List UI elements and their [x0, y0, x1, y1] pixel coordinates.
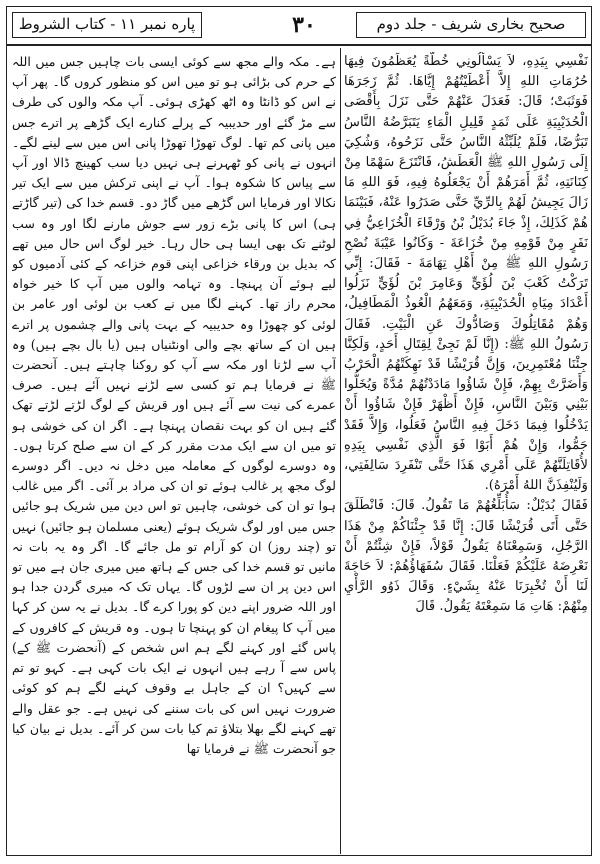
section-title: پاره نمبر ۱۱ - کتاب الشروط [12, 12, 202, 38]
urdu-translation-column [12, 52, 336, 852]
arabic-paragraph-2: فَقَالَ بُدَيْلٌ: سَأُبَلِّغُهُمْ مَا تَقُولُ. قَالَ: فَانْطَلَقَ حَتَّى أَتَى قُرَيْشًا قَالَ: إِنَّا قَدْ جِئْنَاكُمْ مِنْ هَذَا الرَّجُلِ، وَسَمِعْنَاهُ يَقُولُ قَوْلاً، فَإِنْ شِئْتُمْ أَنْ نَعْرِضَهُ عَلَيْكُمْ فَعَلْنَا. فَقَالَ سُفَهَاؤُهُمْ: لاَ حَاجَةَ لَنَا أَنْ تُخْبِرَنَا عَنْهُ بِشَيْءٍ. وَقَالَ ذَوُو الرَّأْيِ مِنْهُمْ: هَاتِ مَا سَمِعْتَهُ يَقُولُ. قَالَ [344, 498, 588, 615]
book-title: صحيح بخاری شريف - جلد دوم [356, 12, 586, 38]
column-divider [340, 48, 341, 854]
page-number: ۳۰ [292, 12, 316, 38]
page-header [6, 6, 592, 46]
arabic-paragraph-1: نَفْسِي بِيَدِهِ، لاَ يَسْأَلُونِي خُطَّةً يُعَظِّمُونَ فِيهَا حُرُمَاتِ اللهِ إِلاَّ أَعْطَيْتُهُمْ إِيَّاهَا. ثُمَّ زَجَرَهَا فَوَثَبَتْ؛ قَالَ: فَعَدَلَ عَنْهُمْ حَتَّى نَزَلَ بِأَقْصَى الْحُدَيْبِيَةِ عَلَى ثَمَدٍ قَلِيلِ الْمَاءِ يَتَبَرَّضُهُ النَّاسُ تَبَرُّضًا، فَلَمْ يُلَبِّثْهُ النَّاسُ حَتَّى نَزَحُوهُ، وَشُكِيَ إِلَى رَسُولِ اللهِ ﷺ الْعَطَشُ، فَانْتَزَعَ سَهْمًا مِنْ كِنَانَتِهِ، ثُمَّ أَمَرَهُمْ أَنْ يَجْعَلُوهُ فِيهِ، فَوَ اللهِ مَا زَالَ يَجِيشُ لَهُمْ بِالرِّيِّ حَتَّى صَدَرُوا عَنْهُ، فَبَيْنَمَا هُمْ كَذَلِكَ، إِذْ جَاءَ بُدَيْلُ بْنُ وَرْقَاءَ الْخُزَاعِيُّ فِي نَفَرٍ مِنْ قَوْمِهِ مِنْ خُزَاعَةَ - وَكَانُوا عَيْبَةَ نُصْحِ رَسُولِ اللهِ ﷺ مِنْ أَهْلِ تِهَامَةَ - فَقَالَ: إِنِّي تَرَكْتُ كَعْبَ بْنَ لُؤَيٍّ وَعَامِرَ بْنَ لُؤَيٍّ نَزَلُوا أَعْدَادَ مِيَاهِ الْحُدَيْبِيَةِ، وَمَعَهُمُ الْعُوذُ الْمَطَافِيلُ، وَهُمْ مُقَاتِلُوكَ وَصَادُّوكَ عَنِ الْبَيْتِ. فَقَالَ رَسُولُ اللهِ ﷺ: (إِنَّا لَمْ نَجِئْ لِقِتَالِ أَحَدٍ، وَلَكِنَّا جِئْنَا مُعْتَمِرِينَ، وَإِنَّ قُرَيْشًا قَدْ نَهِكَتْهُمُ الْحَرْبُ وَأَضَرَّتْ بِهِمْ، فَإِنْ شَاؤُوا مَادَدْتُهُمْ مُدَّةً وَيُخَلُّوا بَيْنِي وَبَيْنَ النَّاسِ، فَإِنْ أَظْهَرْ فَإِنْ شَاؤُوا أَنْ يَدْخُلُوا فِيمَا دَخَلَ فِيهِ النَّاسُ فَعَلُوا، وَإِلاَّ فَقَدْ جَمُّوا، وَإِنْ هُمْ أَبَوْا فَوَ الَّذِي نَفْسِي بِيَدِهِ لأُقَاتِلَنَّهُمْ عَلَى أَمْرِي هَذَا حَتَّى تَنْفَرِدَ سَالِفَتِي، وَلَيُنْفِذَنَّ اللهُ أَمْرَهُ). [344, 54, 588, 494]
arabic-text-column [344, 52, 588, 852]
urdu-paragraph-1: ہے۔ مکہ والے مجھ سے کوئی ایسی بات چاہیں جس میں اللہ کے حرم کی بڑائی ہو تو میں اس کو منظور کروں گا۔ پھر آپ نے اس کو ڈانٹا وہ اٹھ کھڑی ہوئی۔ آپ مکہ والوں کی طرف سے مڑ گئے اور حدیبیہ کے پرلے کنارے ایک گڑھے پر اترے جس میں پانی کم تھا۔ لوگ تھوڑا تھوڑا پانی اس میں سے لینے لگے۔ انہوں نے پانی کو ٹھہرنے ہی نہیں دیا سب کھینچ ڈالا اور آپ سے پیاس کا شکوہ ہوا۔ آپ نے اپنی ترکش میں سے ایک تیر نکالا اور فرمایا اس گڑھے میں گاڑ دو۔ قسم خدا کی (تیر گاڑتے ہی) اس کا پانی بڑے زور سے جوش مارنے لگا اور وہ سب لوٹنے تک بھی ایسا ہی حال رہا۔ خیر لوگ اس حال میں تھے کہ بدیل بن ورقاء خزاعی اپنی قوم خزاعہ کے کئی آدمیوں کو لیے ہوئے آن پہنچا۔ وہ تہامہ والوں میں آپ کا خیر خواہ محرم راز تھا۔ کہنے لگا میں نے کعب بن لوئی اور عامر بن لوئی کو چھوڑا وہ حدیبیہ کے بہت پانی والے چشموں پر اترے ہیں ان کے ساتھ بچے والی اونٹنیاں ہیں (یا بال بچے ہیں) وہ آپ سے لڑنا اور مکہ سے آپ کو روکنا چاہتے ہیں۔ آنحضرت ﷺ نے فرمایا ہم تو کسی سے لڑنے نہیں آئے ہیں۔ صرف عمرے کی نیت سے آئے ہیں اور قریش کے لوگ لڑتے لڑتے تھک گئے ہیں ان کو بہت نقصان پہنچا ہے۔ اگر ان کی خوشی ہو تو میں ان سے ایک مدت مقرر کر کے ان سے صلح کرتا ہوں۔ وہ دوسرے لوگوں کے معاملہ میں دخل نہ دیں۔ اگر دوسرے لوگ مجھ پر غالب ہوئے تو ان کی مراد بر آئی۔ اگر میں غالب ہوا تو ان کی خوشی، چاہیں تو اس دین میں شریک ہو جائیں جس میں اور لوگ شریک ہوئے (یعنی مسلمان ہو جائیں) نہیں تو (چند روز) ان کو آرام تو مل جائے گا۔ اگر وہ یہ بات نہ مانیں تو قسم خدا کی جس کے ہاتھ میں میری جان ہے میں تو اس دین پر ان سے لڑوں گا۔ یہاں تک کہ میری گردن جدا ہو اور اللہ ضرور اپنے دین کو پورا کرے گا۔ بدیل نے یہ سن کر کہا میں آپ کا پیغام ان کو پہنچا تا ہوں۔ وہ قریش کے کافروں کے پاس گئے اور کہنے لگے ہم اس شخص کے (آنحضرت ﷺ کے) پاس سے آ رہے ہیں انہوں نے ایک بات کہی ہے۔ کہو تو تم سے کہیں؟ ان کے جاہل بے وقوف کہنے لگے ہم کو کوئی ضرورت نہیں اس کی بات سننے کی نہیں ہے۔ جو عقل والے تھے کہنے لگے بھلا بتلاؤ تم کیا بات سن کر آئے۔ بدیل نے بیان کیا جو آنحضرت ﷺ نے فرمایا تھا [12, 54, 336, 756]
